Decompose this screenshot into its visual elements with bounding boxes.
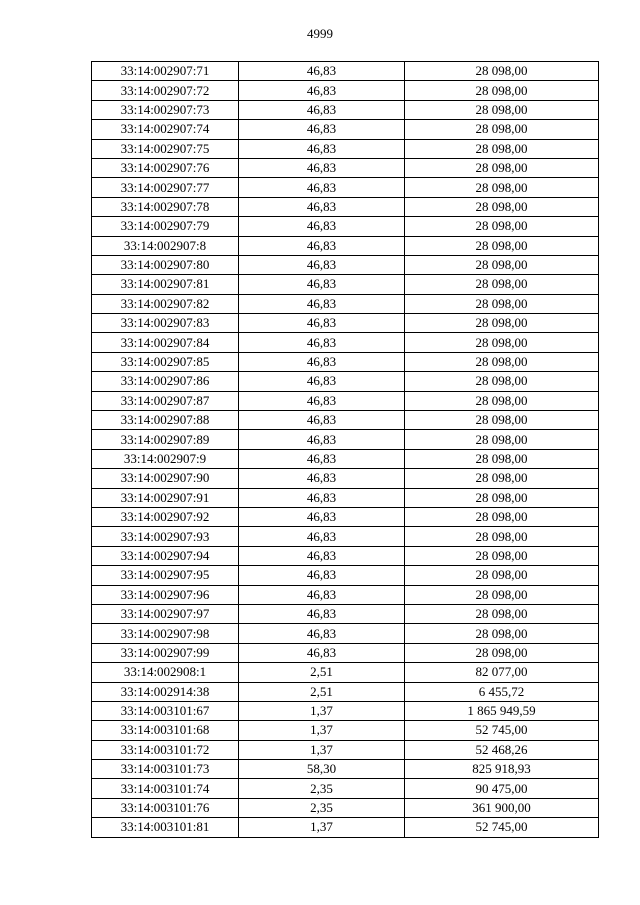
value-cell: 28 098,00	[405, 624, 599, 643]
value-cell: 82 077,00	[405, 663, 599, 682]
cadastral-number-cell: 33:14:003101:81	[92, 818, 239, 837]
value-cell: 28 098,00	[405, 566, 599, 585]
table-row	[92, 701, 599, 720]
table-row	[92, 255, 599, 274]
cadastral-number-cell: 33:14:002907:95	[92, 566, 239, 585]
cadastral-number-cell: 33:14:002907:81	[92, 275, 239, 294]
value-cell: 28 098,00	[405, 585, 599, 604]
table-row	[92, 469, 599, 488]
table-row	[92, 391, 599, 410]
rate-cell: 46,83	[239, 507, 405, 526]
table-row	[92, 760, 599, 779]
rate-cell: 46,83	[239, 430, 405, 449]
rate-cell: 1,37	[239, 740, 405, 759]
table-row	[92, 100, 599, 119]
cadastral-number-cell: 33:14:002907:73	[92, 100, 239, 119]
table-row	[92, 178, 599, 197]
cadastral-number-cell: 33:14:002907:85	[92, 352, 239, 371]
cadastral-number-cell: 33:14:002907:93	[92, 527, 239, 546]
value-cell: 28 098,00	[405, 449, 599, 468]
value-cell: 28 098,00	[405, 411, 599, 430]
value-cell: 825 918,93	[405, 760, 599, 779]
cadastral-number-cell: 33:14:002907:88	[92, 411, 239, 430]
cadastral-number-cell: 33:14:002907:90	[92, 469, 239, 488]
value-cell: 1 865 949,59	[405, 701, 599, 720]
value-cell: 28 098,00	[405, 527, 599, 546]
rate-cell: 46,83	[239, 411, 405, 430]
value-cell: 28 098,00	[405, 158, 599, 177]
rate-cell: 46,83	[239, 372, 405, 391]
cadastral-number-cell: 33:14:002907:74	[92, 120, 239, 139]
rate-cell: 46,83	[239, 469, 405, 488]
cadastral-number-cell: 33:14:002907:86	[92, 372, 239, 391]
value-cell: 28 098,00	[405, 294, 599, 313]
value-cell: 28 098,00	[405, 546, 599, 565]
cadastral-number-cell: 33:14:003101:67	[92, 701, 239, 720]
cadastral-number-cell: 33:14:002907:75	[92, 139, 239, 158]
rate-cell: 46,83	[239, 197, 405, 216]
value-cell: 28 098,00	[405, 62, 599, 81]
cadastral-number-cell: 33:14:002907:77	[92, 178, 239, 197]
value-cell: 28 098,00	[405, 81, 599, 100]
value-cell: 28 098,00	[405, 507, 599, 526]
cadastral-number-cell: 33:14:002907:91	[92, 488, 239, 507]
cadastral-number-cell: 33:14:002908:1	[92, 663, 239, 682]
page-number: 4999	[307, 26, 333, 41]
value-cell: 52 745,00	[405, 818, 599, 837]
rate-cell: 46,83	[239, 566, 405, 585]
value-cell: 28 098,00	[405, 178, 599, 197]
cadastral-number-cell: 33:14:002907:87	[92, 391, 239, 410]
rate-cell: 46,83	[239, 391, 405, 410]
table-row	[92, 779, 599, 798]
rate-cell: 46,83	[239, 62, 405, 81]
value-cell: 28 098,00	[405, 372, 599, 391]
cadastral-number-cell: 33:14:002907:8	[92, 236, 239, 255]
rate-cell: 46,83	[239, 585, 405, 604]
value-cell: 28 098,00	[405, 275, 599, 294]
rate-cell: 46,83	[239, 488, 405, 507]
value-cell: 28 098,00	[405, 255, 599, 274]
table-row	[92, 81, 599, 100]
rate-cell: 1,37	[239, 818, 405, 837]
table-row	[92, 294, 599, 313]
rate-cell: 46,83	[239, 314, 405, 333]
cadastral-number-cell: 33:14:002907:96	[92, 585, 239, 604]
rate-cell: 46,83	[239, 352, 405, 371]
cadastral-number-cell: 33:14:002907:82	[92, 294, 239, 313]
cadastral-number-cell: 33:14:003101:76	[92, 798, 239, 817]
value-cell: 28 098,00	[405, 120, 599, 139]
value-cell: 28 098,00	[405, 100, 599, 119]
table-row	[92, 352, 599, 371]
table-row	[92, 314, 599, 333]
table-row	[92, 488, 599, 507]
rate-cell: 46,83	[239, 294, 405, 313]
table-row	[92, 527, 599, 546]
table-body	[92, 62, 599, 838]
value-cell: 28 098,00	[405, 314, 599, 333]
table-row	[92, 217, 599, 236]
table-row	[92, 139, 599, 158]
table-row	[92, 333, 599, 352]
table-row	[92, 197, 599, 216]
table-row	[92, 798, 599, 817]
value-cell: 28 098,00	[405, 604, 599, 623]
table-row	[92, 449, 599, 468]
value-cell: 52 745,00	[405, 721, 599, 740]
cadastral-number-cell: 33:14:002907:79	[92, 217, 239, 236]
cadastral-number-cell: 33:14:003101:74	[92, 779, 239, 798]
table-row	[92, 585, 599, 604]
cadastral-number-cell: 33:14:003101:73	[92, 760, 239, 779]
rate-cell: 46,83	[239, 158, 405, 177]
cadastral-number-cell: 33:14:002914:38	[92, 682, 239, 701]
rate-cell: 46,83	[239, 217, 405, 236]
cadastral-number-cell: 33:14:002907:71	[92, 62, 239, 81]
value-cell: 28 098,00	[405, 197, 599, 216]
table-row	[92, 721, 599, 740]
value-cell: 28 098,00	[405, 352, 599, 371]
table-row	[92, 546, 599, 565]
rate-cell: 46,83	[239, 275, 405, 294]
value-cell: 28 098,00	[405, 391, 599, 410]
table-row	[92, 682, 599, 701]
rate-cell: 1,37	[239, 701, 405, 720]
rate-cell: 46,83	[239, 333, 405, 352]
rate-cell: 2,51	[239, 663, 405, 682]
rate-cell: 2,35	[239, 779, 405, 798]
value-cell: 90 475,00	[405, 779, 599, 798]
value-cell: 28 098,00	[405, 643, 599, 662]
cadastral-number-cell: 33:14:002907:72	[92, 81, 239, 100]
value-cell: 28 098,00	[405, 236, 599, 255]
cadastral-number-cell: 33:14:002907:80	[92, 255, 239, 274]
cadastral-number-cell: 33:14:002907:92	[92, 507, 239, 526]
value-cell: 28 098,00	[405, 469, 599, 488]
value-cell: 6 455,72	[405, 682, 599, 701]
cadastral-number-cell: 33:14:002907:94	[92, 546, 239, 565]
cadastral-number-cell: 33:14:003101:68	[92, 721, 239, 740]
rate-cell: 58,30	[239, 760, 405, 779]
value-cell: 28 098,00	[405, 430, 599, 449]
rate-cell: 46,83	[239, 643, 405, 662]
table-row	[92, 643, 599, 662]
rate-cell: 1,37	[239, 721, 405, 740]
table-row	[92, 624, 599, 643]
table-row	[92, 818, 599, 837]
cadastral-number-cell: 33:14:002907:9	[92, 449, 239, 468]
data-table	[91, 61, 599, 838]
cadastral-number-cell: 33:14:002907:98	[92, 624, 239, 643]
value-cell: 361 900,00	[405, 798, 599, 817]
table-row	[92, 62, 599, 81]
rate-cell: 46,83	[239, 120, 405, 139]
rate-cell: 46,83	[239, 255, 405, 274]
rate-cell: 46,83	[239, 81, 405, 100]
cadastral-number-cell: 33:14:002907:99	[92, 643, 239, 662]
rate-cell: 2,51	[239, 682, 405, 701]
rate-cell: 46,83	[239, 100, 405, 119]
table-row	[92, 663, 599, 682]
cadastral-number-cell: 33:14:002907:76	[92, 158, 239, 177]
table-row	[92, 430, 599, 449]
table-row	[92, 566, 599, 585]
table-row	[92, 372, 599, 391]
table-row	[92, 158, 599, 177]
rate-cell: 46,83	[239, 139, 405, 158]
rate-cell: 46,83	[239, 178, 405, 197]
table-row	[92, 275, 599, 294]
value-cell: 28 098,00	[405, 217, 599, 236]
value-cell: 52 468,26	[405, 740, 599, 759]
table-row	[92, 120, 599, 139]
cadastral-number-cell: 33:14:002907:83	[92, 314, 239, 333]
cadastral-number-cell: 33:14:002907:89	[92, 430, 239, 449]
rate-cell: 46,83	[239, 624, 405, 643]
rate-cell: 2,35	[239, 798, 405, 817]
cadastral-number-cell: 33:14:002907:84	[92, 333, 239, 352]
rate-cell: 46,83	[239, 449, 405, 468]
value-cell: 28 098,00	[405, 333, 599, 352]
value-cell: 28 098,00	[405, 488, 599, 507]
rate-cell: 46,83	[239, 527, 405, 546]
table-row	[92, 411, 599, 430]
cadastral-number-cell: 33:14:002907:97	[92, 604, 239, 623]
table-row	[92, 507, 599, 526]
rate-cell: 46,83	[239, 546, 405, 565]
table-row	[92, 740, 599, 759]
rate-cell: 46,83	[239, 604, 405, 623]
cadastral-number-cell: 33:14:002907:78	[92, 197, 239, 216]
table-row	[92, 236, 599, 255]
cadastral-number-cell: 33:14:003101:72	[92, 740, 239, 759]
value-cell: 28 098,00	[405, 139, 599, 158]
rate-cell: 46,83	[239, 236, 405, 255]
table-row	[92, 604, 599, 623]
